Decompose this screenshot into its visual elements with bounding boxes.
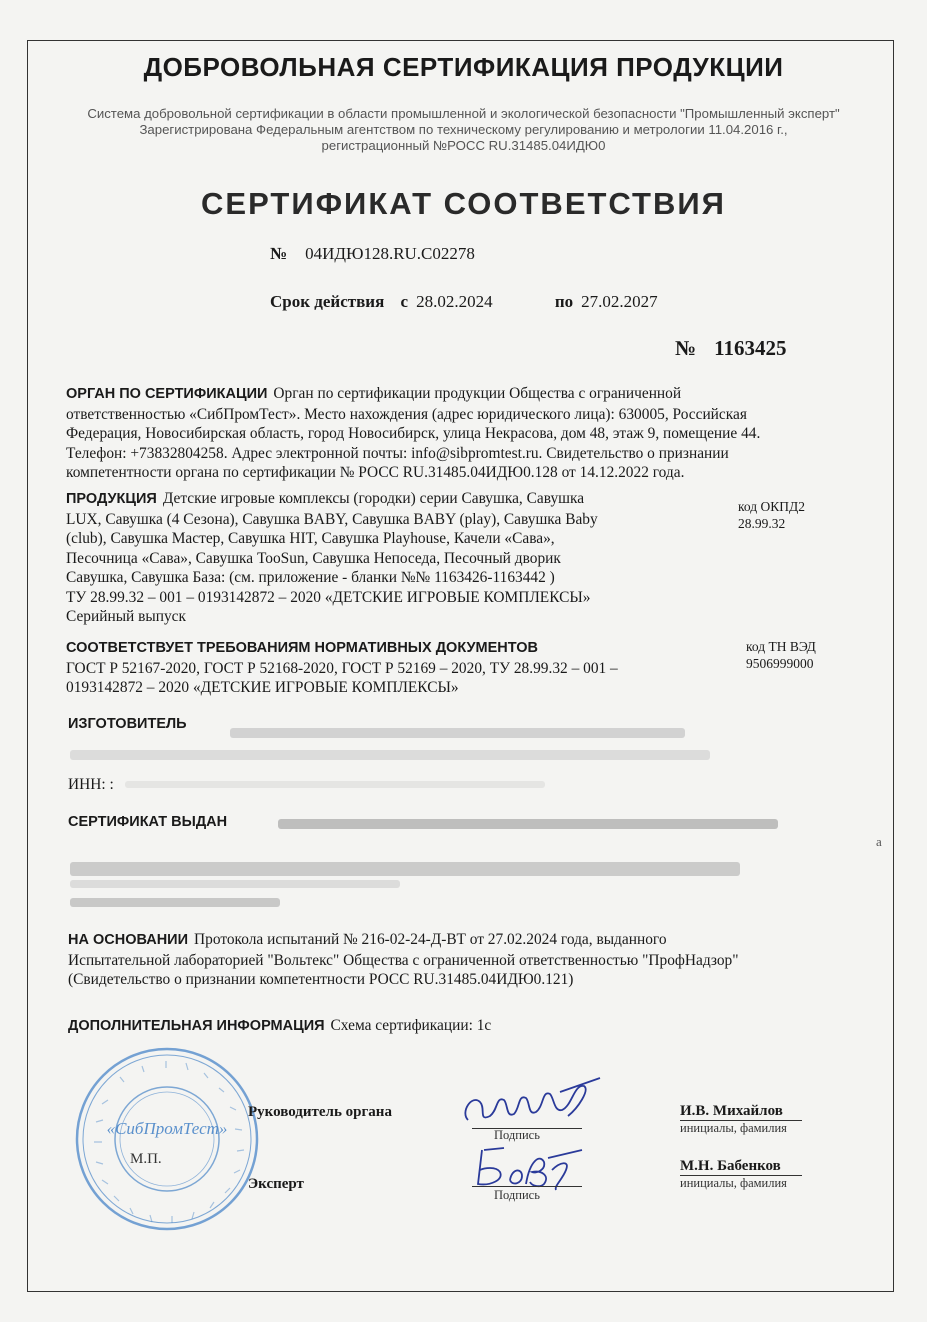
basis-section: [68, 930, 878, 990]
system-line-3: регистрационный №РОСС RU.31485.04ИДЮ0: [321, 138, 606, 153]
conformity-line-2: 0193142872 – 2020 «ДЕТСКИЕ ИГРОВЫЕ КОМПЛЕКСЫ»: [66, 679, 459, 696]
tnved-label: код ТН ВЭД: [746, 639, 816, 654]
product-line-4: Песочница «Сава», Савушка TooSun, Савушка Непоседа, Песочный дворик: [66, 549, 561, 567]
okpd-code: [738, 498, 805, 532]
tnved-code: [746, 638, 816, 672]
organ-line-1: Орган по сертификации продукции Общества с ограниченной: [273, 385, 682, 402]
stamp-seal-icon: [72, 1044, 262, 1234]
additional-text: Схема сертификации: 1с: [330, 1017, 492, 1034]
head-label: Руководитель органа: [248, 1104, 392, 1120]
to-date: 27.02.2027: [581, 292, 658, 311]
tnved-value: 9506999000: [746, 656, 814, 671]
from-label: с: [400, 292, 409, 311]
organ-section: [66, 384, 866, 483]
product-line-3: (club), Савушка Мастер, Савушка HIT, Савушка Playhouse, Качели «Сава»,: [66, 530, 555, 547]
additional-label: ДОПОЛНИТЕЛЬНАЯ ИНФОРМАЦИЯ: [68, 1018, 325, 1034]
head-name-caption: инициалы, фамилия: [680, 1121, 787, 1135]
product-line-7: Серийный выпуск: [66, 608, 186, 625]
validity-label: Срок действия: [270, 292, 385, 311]
redacted-manufacturer-address: [70, 750, 710, 760]
organ-label: ОРГАН ПО СЕРТИФИКАЦИИ: [66, 386, 268, 402]
from-date: 28.02.2024: [416, 292, 493, 311]
basis-label: НА ОСНОВАНИИ: [68, 932, 189, 948]
certificate-title: СЕРТИФИКАТ СООТВЕТСТВИЯ: [201, 186, 726, 221]
product-line-5: Савушка, Савушка База: (см. приложение - бланки №№ 1163426-1163442 ): [66, 569, 555, 586]
redacted-issued-name: [278, 819, 778, 829]
certification-stamp: [72, 1044, 262, 1234]
issued-section: [68, 812, 233, 833]
product-label: ПРОДУКЦИЯ: [66, 491, 157, 507]
system-line-1: Система добровольной сертификации в области промышленной и экологической безопасности "Промышленный эксперт": [87, 106, 840, 121]
product-line-6: ТУ 28.99.32 – 001 – 0193142872 – 2020 «ДЕТСКИЕ ИГРОВЫЕ КОМПЛЕКСЫ»: [66, 588, 591, 606]
organ-line-4: Телефон: +73832804258. Адрес электронной почты: info@sibpromtest.ru. Свидетельство о признании: [66, 444, 729, 462]
conformity-section: [66, 638, 746, 698]
head-name-block: [680, 1103, 802, 1136]
manufacturer-inn: ИНН: :: [68, 776, 114, 793]
organ-line-5: компетентности органа по сертификации № РОСС RU.31485.04ИДЮ0.128 от 14.12.2022 года.: [66, 464, 685, 481]
to-label: по: [554, 292, 574, 311]
number-value: 04ИДЮ128.RU.C02278: [305, 244, 475, 263]
manufacturer-label: ИЗГОТОВИТЕЛЬ: [68, 716, 187, 732]
expert-name-caption: инициалы, фамилия: [680, 1176, 787, 1190]
certification-system-info: [20, 106, 907, 154]
system-line-2: Зарегистрирована Федеральным агентством по техническому регулированию и метрологии 11.04.2016 г.,: [139, 122, 788, 137]
product-line-1: Детские игровые комплексы (городки) серии Савушка, Савушка: [162, 490, 585, 507]
manufacturer-section: [68, 714, 193, 735]
okpd-value: 28.99.32: [738, 516, 786, 531]
blank-number-value: 1163425: [714, 336, 787, 360]
conformity-label: СООТВЕТСТВУЕТ ТРЕБОВАНИЯМ НОРМАТИВНЫХ ДОКУМЕНТОВ: [66, 640, 539, 656]
expert-name-block: [680, 1158, 802, 1191]
expert-name: М.Н. Бабенков: [680, 1158, 781, 1174]
main-title: ДОБРОВОЛЬНАЯ СЕРТИФИКАЦИЯ ПРОДУКЦИИ: [143, 52, 784, 82]
organ-line-2: ответственностью «СибПромТест». Место нахождения (адрес юридического лица): 630005, Российская: [66, 405, 747, 423]
additional-section: [68, 1016, 491, 1037]
conformity-line-1: ГОСТ Р 52167-2020, ГОСТ Р 52168-2020, ГОСТ Р 52169 – 2020, ТУ 28.99.32 – 001 –: [66, 659, 618, 677]
okpd-label: код ОКПД2: [738, 499, 805, 514]
redacted-issued-address-2: [70, 880, 400, 888]
redacted-issued-address: [70, 862, 740, 876]
head-signature-icon: [450, 1072, 610, 1132]
organ-line-3: Федерация, Новосибирская область, город Новосибирск, улица Некрасова, дом 48, этаж 9, помещение 44.: [66, 425, 761, 442]
expert-label: Эксперт: [248, 1176, 304, 1192]
validity-period: [270, 292, 658, 312]
stamp-mp-text: М.П.: [130, 1151, 162, 1167]
blank-number-label: №: [675, 336, 697, 360]
margin-letter: а: [876, 834, 882, 849]
expert-signature-caption: Подпись: [494, 1188, 540, 1202]
basis-line-2: Испытательной лабораторией "Вольтекс" Общества с ограниченной ответственностью "ПрофНадзор": [68, 951, 739, 969]
basis-line-3: (Свидетельство о признании компетентности РОСС RU.31485.04ИДЮ0.121): [68, 971, 574, 988]
number-label: №: [270, 244, 288, 263]
basis-line-1: Протокола испытаний № 216-02-24-Д-ВТ от 27.02.2024 года, выданного: [194, 931, 667, 948]
head-name: И.В. Михайлов: [680, 1103, 783, 1119]
redacted-issued-inn: [70, 898, 280, 907]
product-section: [66, 489, 726, 627]
redacted-manufacturer-name: [230, 728, 685, 738]
product-line-2: LUX, Савушка (4 Сезона), Савушка BABY, Савушка BABY (play), Савушка Baby: [66, 510, 598, 528]
certificate-number: [270, 244, 475, 264]
expert-signature-line: [472, 1186, 582, 1187]
blank-number: [675, 336, 786, 361]
stamp-center-text: «СибПромТест»: [106, 1119, 228, 1138]
redacted-manufacturer-inn: [125, 781, 545, 788]
issued-label: СЕРТИФИКАТ ВЫДАН: [68, 814, 228, 830]
head-signature-caption: Подпись: [494, 1128, 540, 1142]
